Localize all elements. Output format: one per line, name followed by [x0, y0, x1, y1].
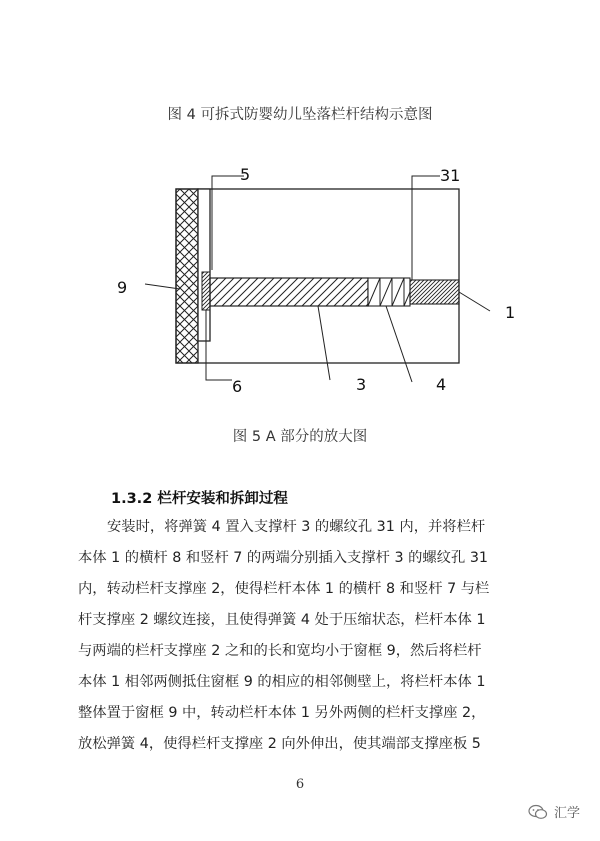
- label-31: 31: [440, 166, 461, 185]
- paragraph-line: 安装时，将弹簧 4 置入支撑杆 3 的螺纹孔 31 内，并将栏杆: [107, 519, 486, 535]
- page-number: 6: [295, 777, 305, 792]
- paragraph-line: 整体置于窗框 9 中，转动栏杆本体 1 另外两侧的栏杆支撑座 2，: [78, 705, 486, 721]
- paragraph-line: 内，转动栏杆支撑座 2，使得栏杆本体 1 的横杆 8 和竖杆 7 与栏: [78, 581, 490, 597]
- leader-9: [145, 284, 180, 289]
- figure-5-diagram: [0, 150, 600, 400]
- figure-4-caption: 图 4 可拆式防婴幼儿坠落栏杆结构示意图: [167, 107, 433, 123]
- section-heading: 1.3.2 栏杆安装和拆卸过程: [111, 491, 288, 507]
- figure-5-caption: 图 5 A 部分的放大图: [232, 429, 368, 445]
- paragraph-line: 与两端的栏杆支撑座 2 之和的长和宽均小于窗框 9，然后将栏杆: [78, 643, 482, 659]
- label-1: 1: [505, 303, 516, 322]
- wechat-icon: [528, 804, 548, 820]
- paragraph-line: 杆支撑座 2 螺纹连接，且使得弹簧 4 处于压缩状态，栏杆本体 1: [78, 612, 486, 628]
- label-9: 9: [117, 278, 128, 297]
- paragraph-line: 放松弹簧 4，使得栏杆支撑座 2 向外伸出，使其端部支撑座板 5: [78, 736, 481, 752]
- watermark: [528, 802, 580, 821]
- paragraph-line: 本体 1 的横杆 8 和竖杆 7 的两端分别插入支撑杆 3 的螺纹孔 31: [78, 550, 489, 566]
- rail-body-1: [410, 280, 459, 304]
- leader-1: [459, 292, 490, 311]
- label-6: 6: [232, 377, 243, 396]
- paragraph-line: 本体 1 相邻两侧抵住窗框 9 的相应的相邻侧壁上，将栏杆本体 1: [78, 674, 486, 690]
- label-4: 4: [436, 375, 447, 394]
- leader-4: [386, 306, 412, 382]
- support-rod-3: [210, 278, 368, 306]
- leader-5: [212, 176, 244, 270]
- support-plate-5: [198, 189, 210, 341]
- base-6: [202, 272, 210, 310]
- leader-31: [412, 176, 440, 280]
- outer-frame: [176, 189, 459, 363]
- label-5: 5: [240, 165, 251, 184]
- window-frame-9: [176, 189, 198, 363]
- label-3: 3: [356, 375, 367, 394]
- leader-3: [318, 306, 330, 380]
- watermark-text: 汇学: [554, 806, 581, 821]
